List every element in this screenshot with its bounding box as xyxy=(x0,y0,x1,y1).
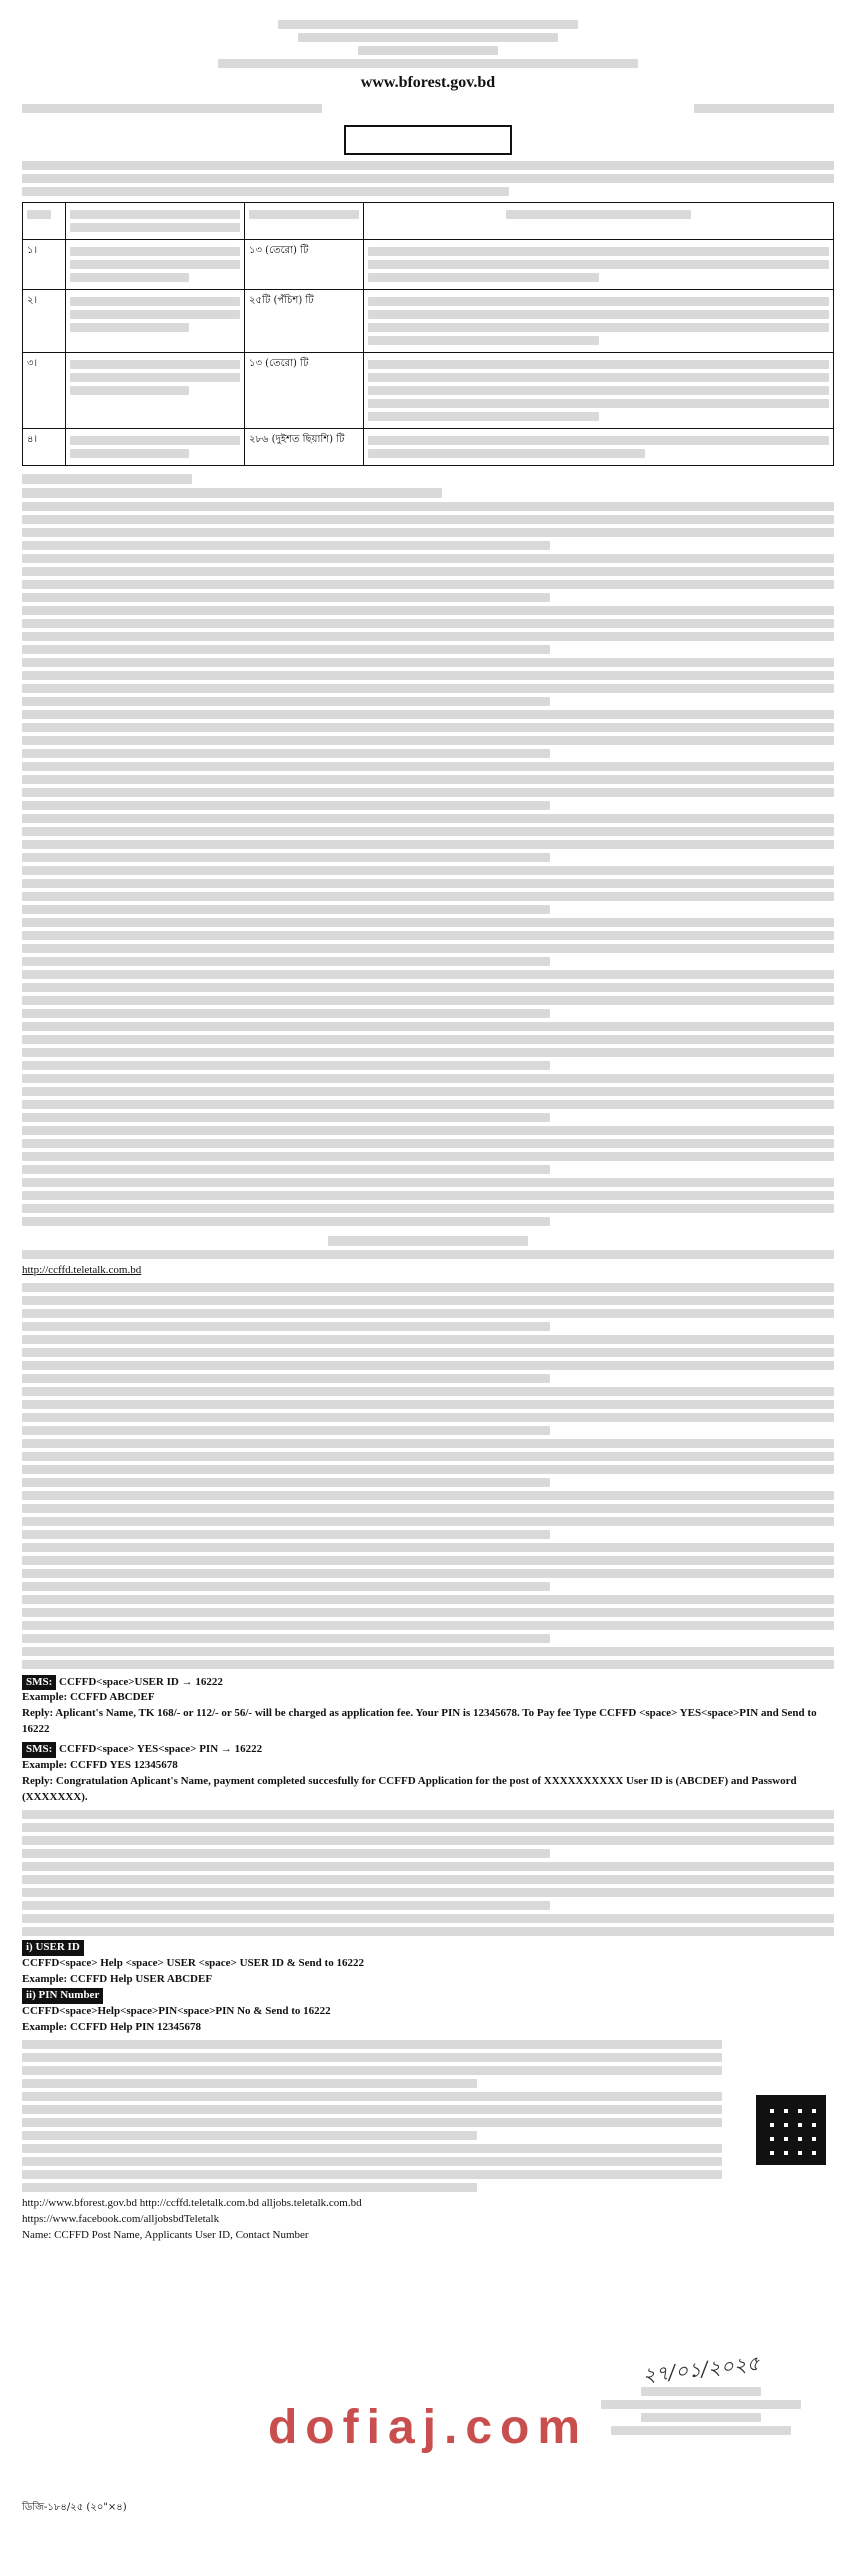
online-rules-section xyxy=(22,1236,834,2244)
section-heading xyxy=(328,1236,528,1246)
uid-cmd: CCFFD<space> Help <space> USER <space> USER ID & Send to 16222 xyxy=(22,1956,364,1969)
text-line xyxy=(22,1595,834,1604)
letterhead-line xyxy=(278,20,578,29)
text-line xyxy=(22,1035,834,1044)
section-heading xyxy=(22,488,442,498)
text-line xyxy=(22,1849,550,1858)
sms1-reply: Reply: Aplicant's Name, TK 168/- or 112/- or 56/- will be charged as application fee. Your PIN is 12345678. To Pay fee Type CCFFD <space> YES<space>PIN and Send to 16222 xyxy=(22,1707,817,1736)
text-line xyxy=(22,1927,834,1936)
sms2-example: Example: CCFFD YES 12345678 xyxy=(22,1759,178,1772)
table-header-cell xyxy=(66,202,245,239)
text-line xyxy=(22,1901,550,1910)
watermark: dofiaj.com xyxy=(267,2401,589,2454)
text-line xyxy=(22,879,834,888)
print-code: ডিজি-১৮৪/২৫ (২০"×৪) xyxy=(22,2502,127,2513)
text-line xyxy=(22,2053,722,2062)
text-line xyxy=(22,1582,550,1591)
rules-line xyxy=(22,1250,834,1259)
row-sl: ৪। xyxy=(23,428,66,465)
text-line xyxy=(22,1361,834,1370)
text-line xyxy=(22,1191,834,1200)
conditions-list xyxy=(22,502,834,1226)
table-header-row xyxy=(23,202,834,239)
text-line xyxy=(22,645,550,654)
table-row xyxy=(23,352,834,428)
memo-date xyxy=(694,104,834,113)
text-line xyxy=(22,866,834,875)
signer-line xyxy=(641,2387,761,2396)
mail-subject: Name: CCFFD Post Name, Applicants User ID, Contact Number xyxy=(22,2228,309,2241)
text-line xyxy=(22,983,834,992)
sms2-number: 16222 xyxy=(234,1743,263,1756)
posts-table xyxy=(22,202,834,466)
text-line xyxy=(22,1322,550,1331)
text-line xyxy=(22,2144,722,2153)
text-line xyxy=(22,1374,550,1383)
text-line xyxy=(22,1296,834,1305)
sms2-reply: Reply: Congratulation Aplicant's Name, payment completed succesfully for CCFFD Application for the post of XXXXXXXXXX User ID is (ABCDEF) and Password (XXXXXXX). xyxy=(22,1775,797,1804)
text-line xyxy=(22,515,834,524)
text-line xyxy=(22,827,834,836)
row-qual xyxy=(364,289,834,352)
row-sl: ২। xyxy=(23,289,66,352)
text-line xyxy=(22,684,834,693)
signature: ২৭/০১/২০২৫ xyxy=(641,2350,761,2388)
row-qual xyxy=(364,239,834,289)
intro-line xyxy=(22,174,834,183)
letterhead-line xyxy=(298,33,558,42)
facebook-url[interactable]: https://www.facebook.com/alljobsbdTeletalk xyxy=(22,2212,220,2225)
text-line xyxy=(22,840,834,849)
sms1-line: SMS: CCFFD<space>USER ID → 16222 xyxy=(22,1675,834,1691)
text-line xyxy=(22,1087,834,1096)
memo-row xyxy=(22,100,834,117)
table-row xyxy=(23,428,834,465)
text-line xyxy=(22,2157,722,2166)
text-line xyxy=(22,1660,834,1669)
text-line xyxy=(22,619,834,628)
text-line xyxy=(22,1348,834,1357)
text-line xyxy=(22,1452,834,1461)
text-line xyxy=(22,632,834,641)
row-qty: ২৮৬ (দুইশত ছিয়াশি) টি xyxy=(245,428,364,465)
text-line xyxy=(22,1126,834,1135)
table-row xyxy=(23,239,834,289)
text-line xyxy=(22,1439,834,1448)
text-line xyxy=(22,1823,834,1832)
row-qual xyxy=(364,428,834,465)
row-qty: ১৩ (তেরো) টি xyxy=(245,239,364,289)
text-line xyxy=(22,775,834,784)
row-qty: ১৩ (তেরো) টি xyxy=(245,352,364,428)
table-row xyxy=(23,289,834,352)
intro-line xyxy=(22,161,834,170)
text-line xyxy=(22,1621,834,1630)
pin-label: ii) PIN Number xyxy=(22,1988,103,2004)
text-line xyxy=(22,1217,550,1226)
text-line xyxy=(22,554,834,563)
text-line xyxy=(22,996,834,1005)
pin-cmd: CCFFD<space>Help<space>PIN<space>PIN No & Send to 16222 xyxy=(22,2004,331,2017)
row-post xyxy=(66,428,245,465)
text-line xyxy=(22,606,834,615)
text-line xyxy=(22,2131,477,2140)
text-line xyxy=(22,762,834,771)
row-post xyxy=(66,239,245,289)
text-line xyxy=(22,1530,550,1539)
uid-label: i) USER ID xyxy=(22,1940,84,1956)
text-line xyxy=(22,1335,834,1344)
text-line xyxy=(22,905,550,914)
row-post xyxy=(66,289,245,352)
text-line xyxy=(22,593,550,602)
text-line xyxy=(22,1491,834,1500)
text-line xyxy=(22,1504,834,1513)
text-line xyxy=(22,1113,550,1122)
text-line xyxy=(22,671,834,680)
sms2-line: SMS: CCFFD<space> YES<space> PIN → 16222 xyxy=(22,1742,834,1758)
text-line xyxy=(22,853,550,862)
text-line xyxy=(22,658,834,667)
text-line xyxy=(22,892,834,901)
row-sl: ১। xyxy=(23,239,66,289)
text-line xyxy=(22,2105,722,2114)
letterhead-line xyxy=(218,59,638,68)
text-line xyxy=(22,1634,550,1643)
text-line xyxy=(22,931,834,940)
text-line xyxy=(22,502,834,511)
text-line xyxy=(22,1165,550,1174)
text-line xyxy=(22,1608,834,1617)
text-line xyxy=(22,970,834,979)
rules-list xyxy=(22,1810,834,1936)
text-line xyxy=(22,1888,834,1897)
text-line xyxy=(22,1178,834,1187)
table-header-cell xyxy=(23,202,66,239)
conditions-section xyxy=(22,474,834,1226)
text-line xyxy=(22,1426,550,1435)
text-line xyxy=(22,1100,834,1109)
text-line xyxy=(22,736,834,745)
text-line xyxy=(22,723,834,732)
row-sl: ৩। xyxy=(23,352,66,428)
text-line xyxy=(22,710,834,719)
text-line xyxy=(22,749,550,758)
text-line xyxy=(22,1478,550,1487)
pin-example: Example: CCFFD Help PIN 12345678 xyxy=(22,2020,202,2033)
signature-block xyxy=(586,2350,816,2439)
text-line xyxy=(22,1152,834,1161)
text-line xyxy=(22,528,834,537)
sms2-label: SMS: xyxy=(22,1742,56,1758)
letterhead xyxy=(22,20,834,94)
signer-line xyxy=(611,2426,791,2435)
sms1-example: Example: CCFFD ABCDEF xyxy=(22,1691,155,1704)
uid-example: Example: CCFFD Help USER ABCDEF xyxy=(22,1972,213,1985)
text-line xyxy=(22,1048,834,1057)
text-line xyxy=(22,2079,477,2088)
table-header-cell xyxy=(245,202,364,239)
notice-title-text xyxy=(344,125,512,155)
letterhead-line xyxy=(358,46,498,55)
text-line xyxy=(22,1022,834,1031)
notice-title xyxy=(22,125,834,155)
text-line xyxy=(22,2118,722,2127)
pin-recovery-label xyxy=(22,1988,834,2004)
text-line xyxy=(22,2066,722,2075)
org-website: www.bforest.gov.bd xyxy=(360,74,496,91)
text-line xyxy=(22,1465,834,1474)
text-line xyxy=(22,1517,834,1526)
text-line xyxy=(22,1647,834,1656)
rules-list xyxy=(22,2040,722,2192)
sms1-label: SMS: xyxy=(22,1675,56,1691)
uid-recovery-label xyxy=(22,1940,834,1956)
text-line xyxy=(22,788,834,797)
row-qual xyxy=(364,352,834,428)
text-line xyxy=(22,697,550,706)
apply-url[interactable]: http://ccffd.teletalk.com.bd xyxy=(22,1263,142,1276)
row-qty: ২৫টি (পঁচিশ) টি xyxy=(245,289,364,352)
text-line xyxy=(22,944,834,953)
text-line xyxy=(22,1810,834,1819)
text-line xyxy=(22,957,550,966)
text-line xyxy=(22,2170,722,2179)
text-line xyxy=(22,1139,834,1148)
help-urls[interactable]: http://www.bforest.gov.bd http://ccffd.teletalk.com.bd alljobs.teletalk.com.bd xyxy=(22,2196,362,2209)
text-line xyxy=(22,2183,477,2192)
sms1-cmd: CCFFD<space>USER ID xyxy=(59,1675,179,1688)
qr-code-icon xyxy=(756,2095,826,2165)
text-line xyxy=(22,1543,834,1552)
text-line xyxy=(22,1413,834,1422)
text-line xyxy=(22,1556,834,1565)
section-heading xyxy=(22,474,192,484)
text-line xyxy=(22,541,550,550)
text-line xyxy=(22,918,834,927)
table-header-cell xyxy=(364,202,834,239)
text-line xyxy=(22,2040,722,2049)
text-line xyxy=(22,567,834,576)
text-line xyxy=(22,580,834,589)
text-line xyxy=(22,1569,834,1578)
text-line xyxy=(22,1914,834,1923)
text-line xyxy=(22,2092,722,2101)
text-line xyxy=(22,814,834,823)
signer-line xyxy=(641,2413,761,2422)
sms1-number: 16222 xyxy=(195,1675,223,1688)
sms2-cmd: CCFFD<space> YES<space> PIN xyxy=(59,1743,219,1756)
intro-paragraph xyxy=(22,161,834,196)
rules-list xyxy=(22,1283,834,1669)
text-line xyxy=(22,801,550,810)
text-line xyxy=(22,1309,834,1318)
text-line xyxy=(22,1204,834,1213)
text-line xyxy=(22,1400,834,1409)
intro-line xyxy=(22,187,509,196)
text-line xyxy=(22,1862,834,1871)
text-line xyxy=(22,1836,834,1845)
text-line xyxy=(22,1387,834,1396)
text-line xyxy=(22,1283,834,1292)
text-line xyxy=(22,1875,834,1884)
memo-number xyxy=(22,104,322,113)
text-line xyxy=(22,1061,550,1070)
text-line xyxy=(22,1074,834,1083)
row-post xyxy=(66,352,245,428)
text-line xyxy=(22,1009,550,1018)
signer-line xyxy=(601,2400,801,2409)
